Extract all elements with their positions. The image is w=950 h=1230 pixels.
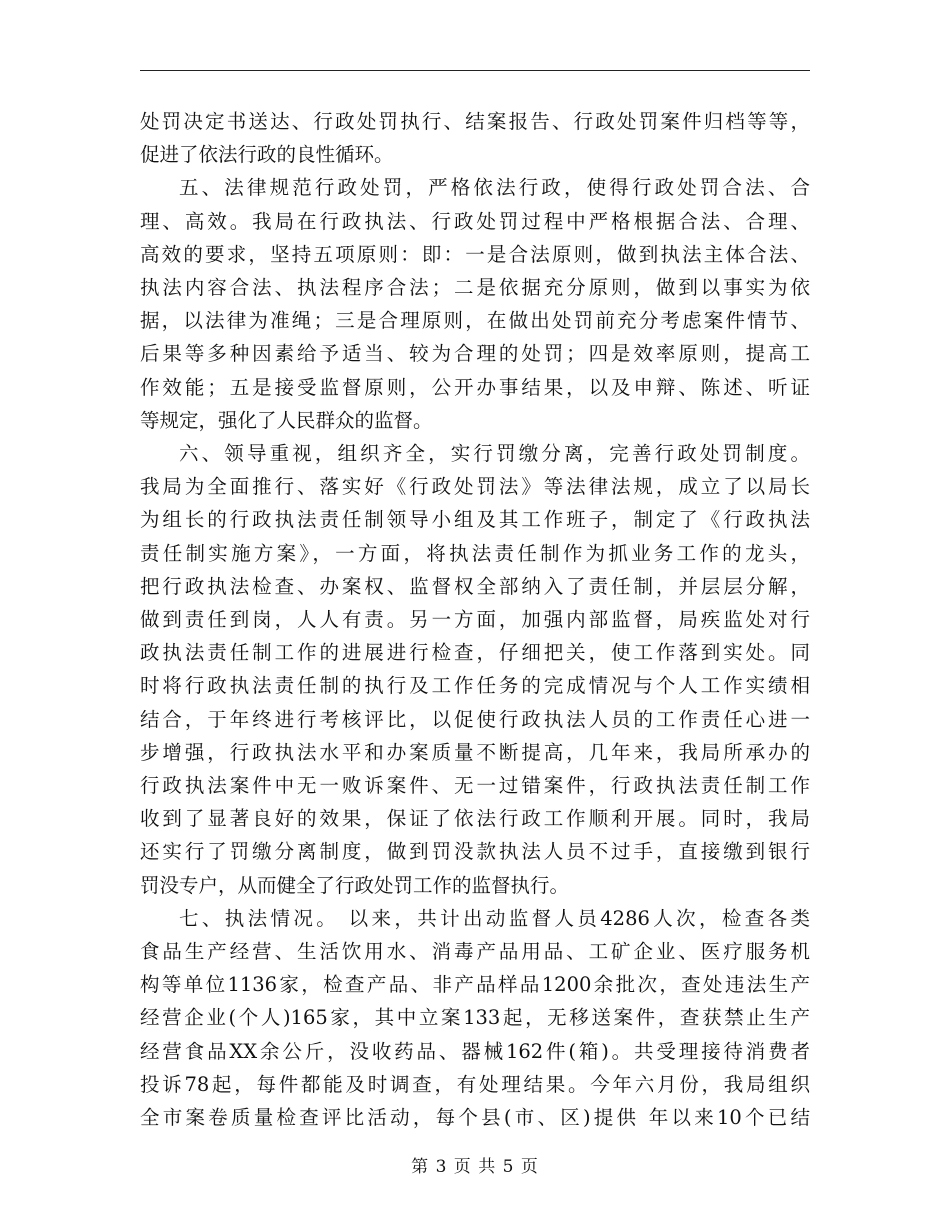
text-line: 处罚决定书送达、行政处罚执行、结案报告、行政处罚案件归档等等， [140, 110, 810, 133]
text-line: 把行政执法检查、办案权、监督权全部纳入了责任制，并层层分解， [140, 574, 810, 598]
text-line: 高效的要求，坚持五项原则：即：一是合法原则，做到执法主体合法、 [140, 242, 810, 266]
page-footer: 第 3 页 共 5 页 [411, 1157, 539, 1177]
text-line: 结合，于年终进行考核评比，以促使行政执法人员的工作责任心进一 [140, 707, 810, 731]
text-line: 时将行政执法责任制的执行及工作任务的完成情况与个人工作实绩相 [140, 674, 810, 698]
text-line: 执法内容合法、执法程序合法；二是依据充分原则，做到以事实为依 [140, 276, 810, 300]
text-line: 等规定，强化了人民群众的监督。 [140, 408, 433, 432]
text-line: 构等单位1136家，检查产品、非产品样品1200余批次，查处违法生产 [140, 973, 810, 997]
text-line: 理、高效。我局在行政执法、行政处罚过程中严格根据合法、合理、 [140, 209, 810, 233]
text-line: 行政执法案件中无一败诉案件、无一过错案件，行政执法责任制工作 [140, 774, 810, 798]
text-line: 据，以法律为准绳；三是合理原则，在做出处罚前充分考虑案件情节、 [140, 309, 810, 333]
header-rule [140, 70, 810, 71]
text-line: 步增强，行政执法水平和办案质量不断提高，几年来，我局所承办的 [140, 740, 810, 764]
paragraph-seven [140, 902, 810, 1134]
text-line: 五、法律规范行政处罚，严格依法行政，使得行政处罚合法、合 [179, 176, 810, 200]
paragraph-continuation [140, 105, 810, 171]
text-line: 后果等多种因素给予适当、较为合理的处罚；四是效率原则，提高工 [140, 342, 810, 366]
paragraph-five [140, 171, 810, 437]
text-line: 政执法责任制工作的进展进行检查，仔细把关，使工作落到实处。同 [140, 641, 810, 665]
text-line: 投诉78起，每件都能及时调查，有处理结果。今年六月份，我局组织 [140, 1072, 810, 1096]
text-line: 为组长的行政执法责任制领导小组及其工作班子，制定了《行政执法 [140, 508, 810, 532]
text-line: 经营食品XX余公斤，没收药品、器械162件(箱)。共受理接待消费者 [140, 1039, 810, 1063]
text-line: 促进了依法行政的良性循环。 [140, 143, 394, 167]
text-line: 还实行了罚缴分离制度，做到罚没款执法人员不过手，直接缴到银行 [140, 840, 810, 864]
text-line: 罚没专户，从而健全了行政处罚工作的监督执行。 [140, 873, 570, 897]
text-line: 做到责任到岗，人人有责。另一方面，加强内部监督，局疾监处对行 [140, 608, 810, 632]
text-line: 作效能；五是接受监督原则，公开办事结果，以及申辩、陈述、听证 [140, 375, 810, 399]
text-line: 六、领导重视，组织齐全，实行罚缴分离，完善行政处罚制度。 [179, 442, 810, 466]
body-text [140, 105, 810, 1134]
text-line: 收到了显著良好的效果，保证了依法行政工作顺利开展。同时，我局 [140, 807, 810, 831]
text-line: 责任制实施方案》，一方面，将执法责任制作为抓业务工作的龙头， [140, 541, 810, 565]
text-line: 经营企业(个人)165家，其中立案133起，无移送案件，查获禁止生产 [140, 1006, 810, 1030]
paragraph-six [140, 437, 810, 902]
text-line: 我局为全面推行、落实好《行政处罚法》等法律法规，成立了以局长 [140, 475, 810, 499]
text-line: 全市案卷质量检查评比活动，每个县(市、区)提供 年以来10个已结 [140, 1106, 810, 1130]
text-line: 食品生产经营、生活饮用水、消毒产品用品、工矿企业、医疗服务机 [140, 940, 810, 964]
text-line: 七、执法情况。 以来，共计出动监督人员4286人次，检查各类 [179, 906, 810, 930]
